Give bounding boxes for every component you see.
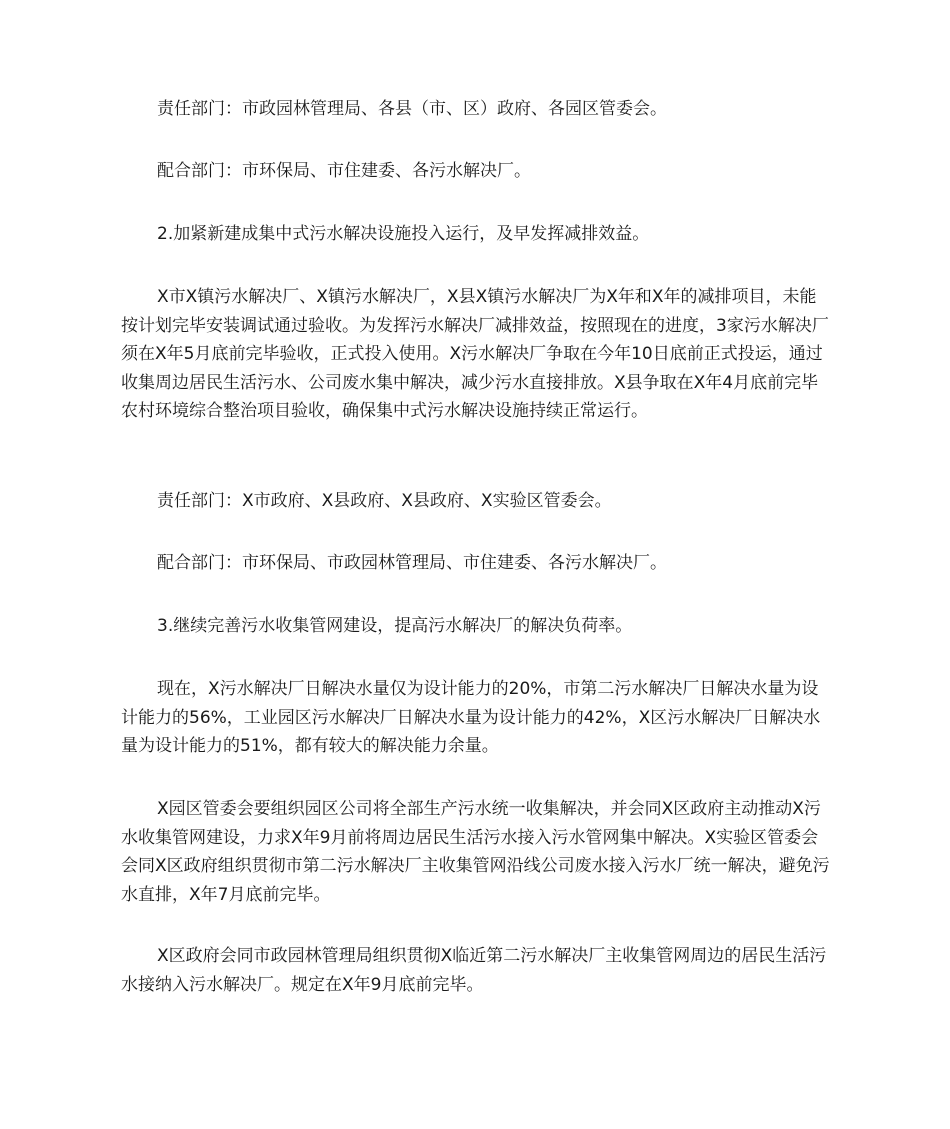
responsible-departments-paragraph-2: 责任部门：X市政府、X县政府、X县政府、X实验区管委会。: [157, 491, 612, 511]
body-paragraph-pipeline: X园区管委会要组织园区公司将全部生产污水统一收集解决，并会同X区政府主动推动X污水收集管网建设，力求X年9月前将周边居民生活污水接入污水管网集中解决。X实验区管委会会同X区政府组织贯彻市第二污水解决厂主收集管网沿线公司废水接入污水厂统一解决，避免污水直排，X年7月底前完毕。: [121, 799, 830, 905]
body-paragraph-plants: X市X镇污水解决厂、X镇污水解决厂，X县X镇污水解决厂为X年和X年的减排项目，未能按计划完毕安装调试通过验收。为发挥污水解决厂减排效益，按照现在的进度，3家污水解决厂须在X年5月底前完毕验收，正式投入使用。X污水解决厂争取在今年10日底前正式投运，通过收集周边居民生活污水、公司废水集中解决，减少污水直接排放。X县争取在X年4月底前完毕农村环境综合整治项目验收，确保集中式污水解决设施持续正常运行。: [121, 287, 829, 421]
body-paragraph-district: X区政府会同市政园林管理局组织贯彻X临近第二污水解决厂主收集管网周边的居民生活污水接纳入污水解决厂。规定在X年9月底前完毕。: [121, 946, 827, 995]
cooperating-departments-paragraph: 配合部门：市环保局、市住建委、各污水解决厂。: [157, 161, 531, 181]
cooperating-departments-paragraph-2: 配合部门：市环保局、市政园林管理局、市住建委、各污水解决厂。: [157, 553, 667, 573]
body-paragraph-capacity: 现在，X污水解决厂日解决水量仅为设计能力的20%，市第二污水解决厂日解决水量为设计能力的56%，工业园区污水解决厂日解决水量为设计能力的42%，X区污水解决厂日解决水量为设计能力的51%，都有较大的解决能力余量。: [121, 679, 821, 756]
section-heading-3: 3.继续完善污水收集管网建设，提高污水解决厂的解决负荷率。: [157, 616, 633, 636]
section-heading-2: 2.加紧新建成集中式污水解决设施投入运行，及早发挥减排效益。: [157, 224, 650, 244]
responsible-departments-paragraph: 责任部门：市政园林管理局、各县（市、区）政府、各园区管委会。: [157, 99, 667, 119]
